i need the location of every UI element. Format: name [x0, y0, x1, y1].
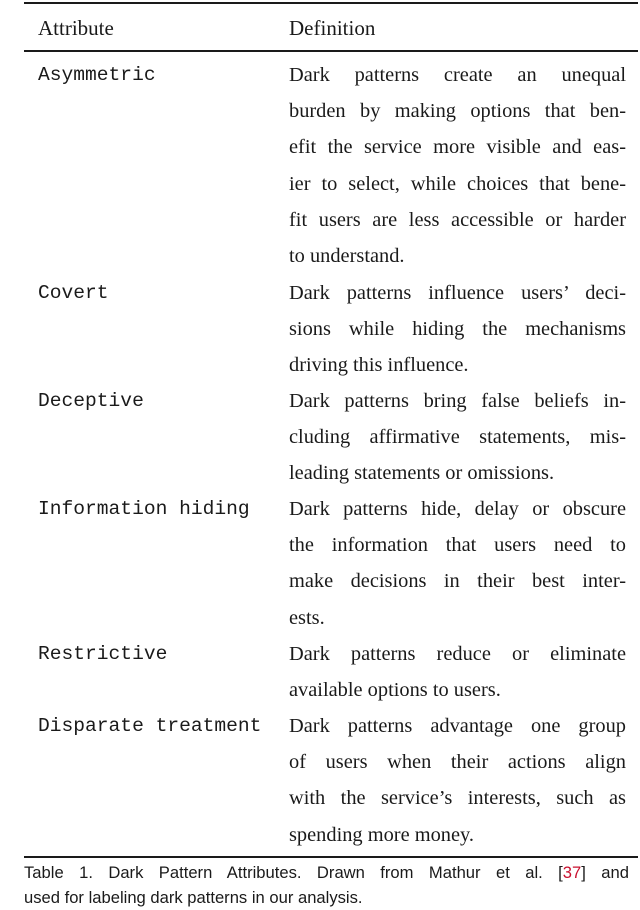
- definition-line: Dark patterns create an unequal: [289, 64, 626, 86]
- definition-covert: [289, 275, 626, 384]
- table-header-rule: [24, 50, 638, 52]
- definition-line: make decisions in their best inter-: [289, 570, 626, 593]
- caption-text-start: Table 1. Dark Pattern Attributes. Drawn from Mathur et al. [: [24, 863, 563, 882]
- caption-line-2: used for labeling dark patterns in our analysis.: [24, 888, 363, 907]
- table-caption: [24, 860, 629, 910]
- definition-restrictive: [289, 636, 626, 708]
- caption-line-1: [24, 860, 629, 885]
- definition-line: to understand.: [289, 245, 405, 268]
- attribute-asymmetric: Asymmetric: [38, 64, 156, 86]
- definition-line: of users when their actions align: [289, 751, 626, 774]
- citation-link[interactable]: 37: [562, 863, 582, 882]
- attribute-restrictive: Restrictive: [38, 643, 168, 665]
- definition-line: fit users are less accessible or harder: [289, 208, 626, 231]
- table-top-rule: [24, 2, 638, 4]
- definition-line: Dark patterns bring false beliefs in-: [289, 390, 626, 412]
- definition-information-hiding: [289, 491, 626, 636]
- header-attribute: Attribute: [38, 16, 114, 40]
- header-definition: Definition: [289, 16, 376, 40]
- definition-deceptive: [289, 383, 626, 492]
- definition-line: sions while hiding the mechanisms: [289, 318, 626, 341]
- definition-line: Dark patterns influence users’ deci-: [289, 282, 626, 304]
- definition-line: the information that users need to: [289, 534, 626, 557]
- definition-line: ests.: [289, 606, 325, 629]
- attribute-information-hiding: Information hiding: [38, 498, 250, 520]
- definition-line: Dark patterns reduce or eliminate: [289, 643, 626, 665]
- definition-line: Dark patterns advantage one group: [289, 715, 626, 737]
- definition-line: efit the service more visible and eas-: [289, 136, 626, 159]
- attribute-disparate-treatment: Disparate treatment: [38, 715, 262, 737]
- definition-asymmetric: [289, 57, 626, 274]
- definition-line: available options to users.: [289, 679, 501, 702]
- attribute-covert: Covert: [38, 282, 109, 304]
- attribute-deceptive: Deceptive: [38, 390, 144, 412]
- definition-line: Dark patterns hide, delay or obscure: [289, 498, 626, 520]
- definition-line: leading statements or omissions.: [289, 462, 555, 485]
- table-bottom-rule: [24, 856, 638, 858]
- definition-line: cluding affirmative statements, mis-: [289, 426, 626, 449]
- definition-line: driving this influence.: [289, 354, 469, 377]
- definition-disparate-treatment: [289, 708, 626, 853]
- definition-line: spending more money.: [289, 823, 474, 846]
- definition-line: with the service’s interests, such as: [289, 787, 626, 810]
- definition-line: burden by making options that ben-: [289, 100, 626, 123]
- caption-text-end: ] and: [581, 863, 629, 882]
- definition-line: ier to select, while choices that bene-: [289, 172, 626, 195]
